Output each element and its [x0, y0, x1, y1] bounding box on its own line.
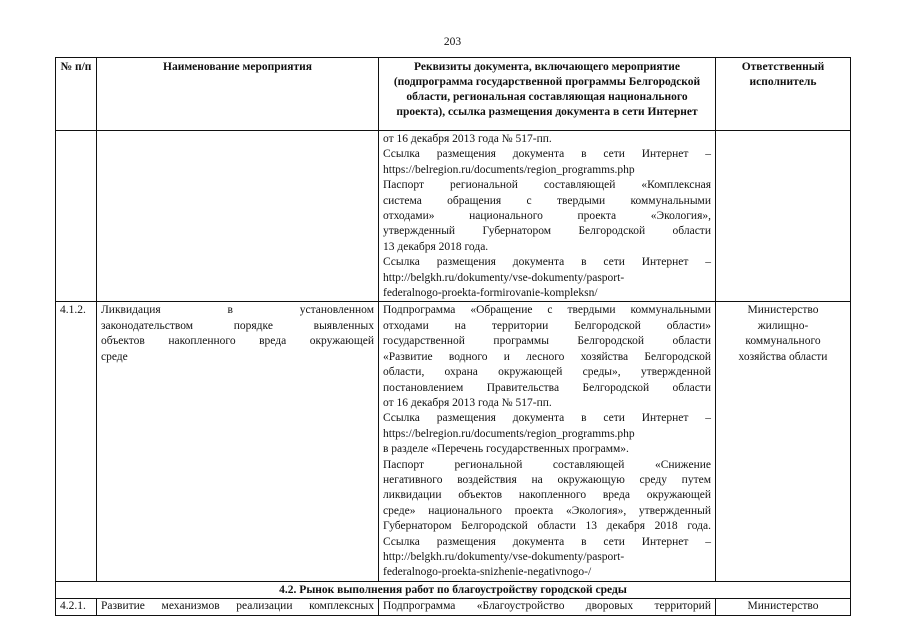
text-line: отходами» национального проекта «Экология», [383, 210, 711, 223]
text-line: Подпрограмма «Обращение с твердыми коммунальными [383, 304, 711, 317]
link-text: https://belregion.ru/documents/region_programms.php [383, 163, 635, 176]
text-line: государственной программы Белгородской области [383, 335, 711, 348]
link-text: federalnogo-proekta-snizhenie-negativnogo-/ [383, 566, 592, 579]
text-line: Губернатором Белгородской области 13 декабря 2018 года. [383, 520, 711, 533]
cell-num: 4.1.2. [56, 302, 97, 581]
table-row-continuation [56, 131, 851, 302]
header-responsible: Ответственный исполнитель [716, 58, 851, 131]
text-line: Паспорт региональной составляющей «Комплексная [383, 179, 711, 192]
text-line: объектов накопленного вреда окружающей [101, 335, 374, 348]
text-line: негативного воздействия на окружающую среду путем [383, 473, 711, 486]
text-line: Ликвидация в установленном [101, 304, 374, 317]
section-row-4-2 [56, 581, 851, 598]
link-text: http://belgkh.ru/dokumenty/vse-dokumenty/pasport- [383, 550, 625, 563]
cell-responsible [716, 302, 851, 581]
section-title: 4.2. Рынок выполнения работ по благоустройству городской среды [56, 581, 851, 598]
table-header-row [56, 58, 851, 131]
text-line: Ссылка размещения документа в сети Интернет – [383, 412, 711, 425]
cell-name-empty [97, 131, 379, 302]
cell-num: 4.2.1. [56, 599, 97, 615]
text-line: от 16 декабря 2013 года № 517-пп. [383, 133, 552, 145]
text-line: в разделе «Перечень государственных программ». [383, 443, 629, 456]
cell-name [97, 302, 379, 581]
text-line: Паспорт региональной составляющей «Снижение [383, 458, 711, 471]
text-line: Развитие механизмов реализации комплексных [101, 600, 374, 613]
cell-requisites-continuation [379, 131, 716, 302]
link-text: http://belgkh.ru/dokumenty/vse-dokumenty/pasport- [383, 271, 625, 284]
cell-requisites [379, 599, 716, 615]
cell-responsible: Министерство [716, 599, 851, 615]
page-number: 203 [443, 36, 462, 48]
text-line: среде» национального проекта «Экология», утвержденный [383, 504, 711, 517]
text-line: коммунального [745, 335, 821, 348]
text-line: утвержденный Губернатором Белгородской области [383, 225, 711, 238]
text-line: система обращения с твердыми коммунальными [383, 194, 711, 207]
table-row-4-2-1 [56, 599, 851, 615]
measures-table [55, 57, 851, 616]
table-row-4-1-2 [56, 302, 851, 581]
text-line: Ссылка размещения документа в сети Интернет – [383, 256, 711, 269]
cell-name [97, 599, 379, 615]
text-line: Подпрограмма «Благоустройство дворовых территорий [383, 600, 711, 613]
text-line: хозяйства области [738, 350, 828, 363]
cell-responsible-empty [716, 131, 851, 302]
text-line: Ссылка размещения документа в сети Интернет – [383, 535, 711, 548]
text-line: 13 декабря 2018 года. [383, 240, 489, 253]
text-line: жилищно- [757, 319, 809, 332]
text-line: от 16 декабря 2013 года № 517-пп. [383, 396, 552, 409]
header-name: Наименование мероприятия [97, 58, 379, 131]
text-line: Министерство [747, 304, 819, 317]
text-line: ликвидации объектов накопленного вреда окружающей [383, 489, 711, 502]
header-requisites: Реквизиты документа, включающего мероприятие (подпрограмма государственной программы Белгородской области, региональная составляющая национального проекта), ссылка размещения документа в сети Интернет [379, 58, 716, 131]
text-line: «Развитие водного и лесного хозяйства Белгородской [383, 350, 711, 363]
text-line: области, охрана окружающей среды», утвержденной [383, 366, 711, 379]
link-text: federalnogo-proekta-formirovanie-kompleksn/ [383, 287, 598, 300]
text-line: постановлением Правительства Белгородской области [383, 381, 711, 394]
text-line: Ссылка размещения документа в сети Интернет – [383, 148, 711, 161]
header-num: № п/п [56, 58, 97, 131]
cell-num-empty [56, 131, 97, 302]
link-text: https://belregion.ru/documents/region_programms.php [383, 427, 635, 440]
cell-requisites [379, 302, 716, 581]
text-line: среде [101, 350, 128, 363]
text-line: законодательством порядке выявленных [101, 319, 374, 332]
text-line: отходами на территории Белгородской области» [383, 319, 711, 332]
